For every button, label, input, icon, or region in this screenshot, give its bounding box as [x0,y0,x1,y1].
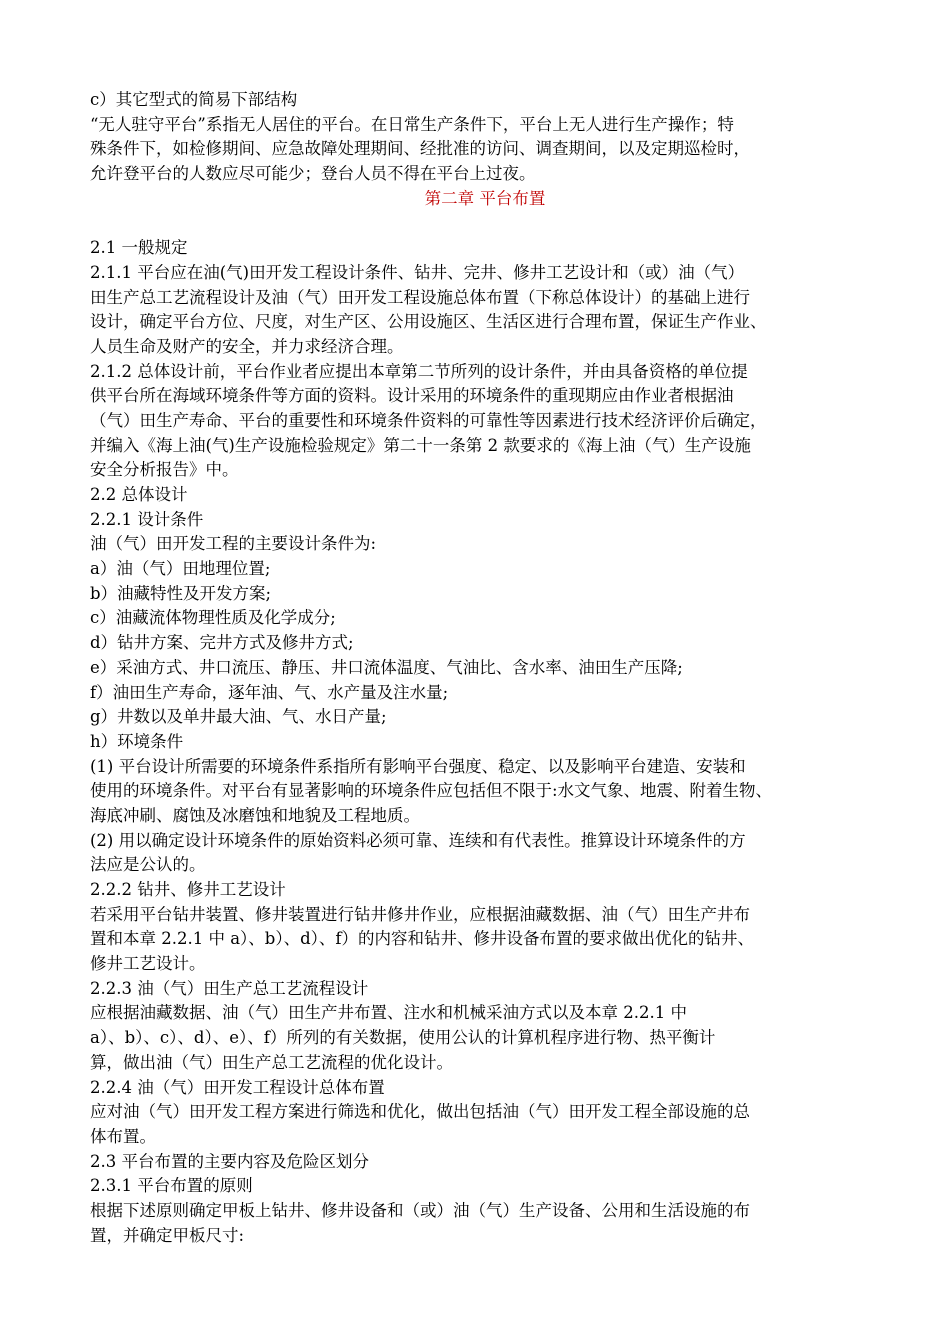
text-line: 应对油（气）田开发工程方案进行筛选和优化，做出包括油（气）田开发工程全部设施的总 [90,1102,750,1122]
text-line: 法应是公认的。 [90,855,206,875]
text-line: 2.2.2 钻井、修井工艺设计 [90,880,286,899]
document-page [90,88,880,1248]
text-line: c）其它型式的简易下部结构 [90,90,298,109]
text-line: a）油（气）田地理位置; [90,559,271,579]
blank-line [90,211,880,236]
text-line: h）环境条件 [90,731,184,751]
text-line: 允许登平台的人数应尽可能少；登台人员不得在平台上过夜。 [90,164,536,184]
text-line: f）油田生产寿命，逐年油、气、水产量及注水量; [90,682,449,702]
text-line: 2.3.1 平台布置的原则 [90,1176,253,1196]
text-line: 海底冲刷、腐蚀及冰磨蚀和地貌及工程地质。 [90,805,420,825]
text-line: 使用的环境条件。对平台有显著影响的环境条件应包括但不限于:水文气象、地震、附着生物、 [90,781,773,801]
text-line: d）钻井方案、完井方式及修井方式; [90,633,354,653]
text-line: b）油藏特性及开发方案; [90,583,272,603]
text-line: 设计，确定平台方位、尺度，对生产区、公用设施区、生活区进行合理布置，保证生产作业、 [90,312,767,332]
text-line: (1) 平台设计所需要的环境条件系指所有影响平台强度、稳定、以及影响平台建造、安装和 [90,756,746,776]
text-line: 应根据油藏数据、油（气）田生产井布置、注水和机械采油方式以及本章 2.2.1 中 [90,1003,687,1023]
text-line: 若采用平台钻井装置、修井装置进行钻井修井作业，应根据油藏数据、油（气）田生产井布 [90,904,750,924]
text-line: e）采油方式、井口流压、静压、井口流体温度、气油比、含水率、油田生产压降; [90,657,683,677]
text-line: 人员生命及财产的安全，并力求经济合理。 [90,336,404,356]
text-line: 修井工艺设计。 [90,954,206,974]
text-line: 田生产总工艺流程设计及油（气）田开发工程设施总体布置（下称总体设计）的基础上进行 [90,287,750,307]
text-line: 体布置。 [90,1126,156,1146]
text-line: a）、b）、c）、d）、e）、f）所列的有关数据，使用公认的计算机程序进行物、热平衡计 [90,1028,716,1048]
text-line: 油（气）田开发工程的主要设计条件为: [90,534,377,554]
text-line: 2.3 平台布置的主要内容及危险区划分 [90,1151,369,1171]
text-line: 2.1.2 总体设计前，平台作业者应提出本章第二节所列的设计条件，并由具备资格的单位提 [90,361,748,381]
text-line: (2) 用以确定设计环境条件的原始资料必须可靠、连续和有代表性。推算设计环境条件的方 [90,830,746,850]
text-line: 2.2 总体设计 [90,485,188,504]
text-line: 2.1 一般规定 [90,238,188,258]
text-line: 置，并确定甲板尺寸: [90,1225,245,1245]
text-line: 根据下述原则确定甲板上钻井、修井设备和（或）油（气）生产设备、公用和生活设施的布 [90,1200,750,1220]
text-line: “无人驻守平台”系指无人居住的平台。在日常生产条件下，平台上无人进行生产操作；特 [90,114,734,134]
text-line: （气）田生产寿命、平台的重要性和环境条件资料的可靠性等因素进行技术经济评价后确定， [90,410,767,430]
chapter-heading: 第二章 平台布置 [424,188,546,208]
text-line: 殊条件下，如检修期间、应急故障处理期间、经批准的访问、调查期间，以及定期巡检时， [90,139,750,159]
text-line: 并编入《海上油(气)生产设施检验规定》第二十一条第 2 款要求的《海上油（气）生产设施 [90,435,751,455]
text-line: c）油藏流体物理性质及化学成分; [90,608,336,628]
text-line: g）井数以及单井最大油、气、水日产量; [90,707,387,727]
text-line: 置和本章 2.2.1 中 a）、b）、d）、f）的内容和钻井、修井设备布置的要求做出优化的钻井、 [90,929,755,949]
text-line: 2.2.3 油（气）田生产总工艺流程设计 [90,978,369,998]
text-line: 安全分析报告》中。 [90,460,239,480]
text-line: 算，做出油（气）田生产总工艺流程的优化设计。 [90,1052,453,1072]
text-line: 2.1.1 平台应在油(气)田开发工程设计条件、钻井、完井、修井工艺设计和（或）油（气） [90,262,745,282]
text-line: 2.2.1 设计条件 [90,509,204,529]
text-line: 供平台所在海域环境条件等方面的资料。设计采用的环境条件的重现期应由作业者根据油 [90,386,734,406]
text-line: 2.2.4 油（气）田开发工程设计总体布置 [90,1077,385,1097]
